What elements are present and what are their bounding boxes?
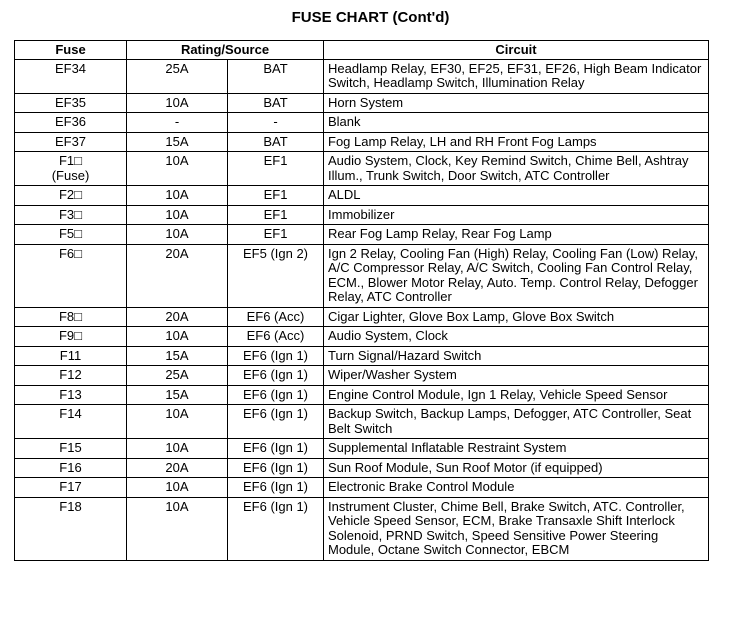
circuit-cell: Audio System, Clock: [324, 327, 709, 347]
table-row: [15, 478, 709, 498]
circuit-cell: Instrument Cluster, Chime Bell, Brake Switch, ATC. Controller, Vehicle Speed Sensor, ECM, Brake Transaxle Shift Interlock Solenoid, PRND Switch, Speed Sensitive Power Steering Module, Octane Switch Connector, EBCM: [324, 497, 709, 560]
source-cell: BAT: [228, 132, 324, 152]
fuse-cell: [15, 132, 127, 152]
fuse-cell: [15, 327, 127, 347]
source-cell: EF6 (Acc): [228, 307, 324, 327]
fuse-id: F3□: [58, 206, 83, 222]
table-header-row: [15, 41, 709, 60]
fuse-cell: [15, 59, 127, 93]
fuse-id: F12: [59, 367, 82, 382]
fuse-chart-table: [14, 40, 709, 561]
table-row: [15, 205, 709, 225]
table-row: [15, 59, 709, 93]
fuse-cell: [15, 186, 127, 206]
source-cell: BAT: [228, 59, 324, 93]
fuse-id: F6□: [58, 245, 83, 261]
source-cell: EF5 (Ign 2): [228, 244, 324, 307]
rating-cell: 20A: [127, 458, 228, 478]
rating-cell: 25A: [127, 366, 228, 386]
rating-cell: 15A: [127, 385, 228, 405]
circuit-cell: Immobilizer: [324, 205, 709, 225]
table-row: [15, 152, 709, 186]
rating-cell: 10A: [127, 497, 228, 560]
fuse-cell: [15, 405, 127, 439]
fuse-id: EF36: [54, 114, 87, 129]
fuse-id: EF37: [54, 133, 87, 149]
rating-cell: 20A: [127, 244, 228, 307]
fuse-cell: [15, 244, 127, 307]
fuse-cell: [15, 225, 127, 245]
rating-cell: 10A: [127, 225, 228, 245]
source-cell: EF6 (Acc): [228, 327, 324, 347]
circuit-cell: Horn System: [324, 93, 709, 113]
rating-cell: 10A: [127, 205, 228, 225]
column-header-circuit: Circuit: [324, 41, 709, 60]
fuse-cell: [15, 366, 127, 386]
table-row: [15, 385, 709, 405]
fuse-id: F11: [59, 347, 82, 363]
source-cell: BAT: [228, 93, 324, 113]
column-header-fuse: Fuse: [15, 41, 127, 60]
source-cell: EF6 (Ign 1): [228, 385, 324, 405]
fuse-id: F14: [59, 406, 82, 421]
circuit-cell: Supplemental Inflatable Restraint System: [324, 439, 709, 459]
fuse-cell: [15, 497, 127, 560]
fuse-id: F13: [59, 386, 82, 402]
fuse-id: F16: [59, 459, 82, 475]
rating-cell: 10A: [127, 152, 228, 186]
fuse-cell: [15, 439, 127, 459]
circuit-cell: Engine Control Module, Ign 1 Relay, Vehicle Speed Sensor: [324, 385, 709, 405]
fuse-cell: [15, 93, 127, 113]
rating-cell: 20A: [127, 307, 228, 327]
fuse-id: F9□: [58, 328, 83, 343]
circuit-cell: Wiper/Washer System: [324, 366, 709, 386]
rating-cell: 10A: [127, 93, 228, 113]
column-header-rating-source: Rating/Source: [127, 41, 324, 60]
fuse-id: F1□: [58, 153, 83, 168]
fuse-cell: [15, 205, 127, 225]
rating-cell: -: [127, 113, 228, 133]
table-row: [15, 307, 709, 327]
page-title: FUSE CHART (Cont'd): [291, 9, 450, 26]
fuse-cell: [15, 307, 127, 327]
rating-cell: 10A: [127, 478, 228, 498]
circuit-cell: Backup Switch, Backup Lamps, Defogger, ATC Controller, Seat Belt Switch: [324, 405, 709, 439]
table-row: [15, 439, 709, 459]
fuse-cell: [15, 113, 127, 133]
source-cell: EF6 (Ign 1): [228, 458, 324, 478]
source-cell: EF1: [228, 225, 324, 245]
table-row: [15, 366, 709, 386]
fuse-cell: [15, 346, 127, 366]
table-row: [15, 497, 709, 560]
source-cell: EF1: [228, 152, 324, 186]
table-row: [15, 327, 709, 347]
circuit-cell: Electronic Brake Control Module: [324, 478, 709, 498]
circuit-cell: Blank: [324, 113, 709, 133]
circuit-cell: Cigar Lighter, Glove Box Lamp, Glove Box Switch: [324, 307, 709, 327]
fuse-id: F5□: [58, 226, 83, 241]
source-cell: EF1: [228, 205, 324, 225]
fuse-id: EF35: [54, 94, 87, 110]
rating-cell: 10A: [127, 439, 228, 459]
source-cell: EF1: [228, 186, 324, 206]
fuse-sub-label: (Fuse): [51, 167, 90, 183]
fuse-id: F15: [59, 440, 82, 455]
table-row: [15, 186, 709, 206]
table-row: [15, 132, 709, 152]
table-row: [15, 458, 709, 478]
fuse-id: F2□: [58, 187, 83, 202]
source-cell: EF6 (Ign 1): [228, 346, 324, 366]
table-row: [15, 113, 709, 133]
fuse-id: F18: [59, 498, 82, 514]
circuit-cell: Turn Signal/Hazard Switch: [324, 346, 709, 366]
fuse-id: F17: [59, 479, 82, 494]
table-row: [15, 244, 709, 307]
table-row: [15, 405, 709, 439]
source-cell: EF6 (Ign 1): [228, 366, 324, 386]
rating-cell: 10A: [127, 186, 228, 206]
circuit-cell: Audio System, Clock, Key Remind Switch, Chime Bell, Ashtray Illum., Trunk Switch, Door Switch, ATC Controller: [324, 152, 709, 186]
source-cell: EF6 (Ign 1): [228, 478, 324, 498]
table-row: [15, 225, 709, 245]
rating-cell: 10A: [127, 405, 228, 439]
rating-cell: 15A: [127, 346, 228, 366]
source-cell: EF6 (Ign 1): [228, 497, 324, 560]
fuse-cell: [15, 478, 127, 498]
source-cell: EF6 (Ign 1): [228, 439, 324, 459]
fuse-cell: [15, 385, 127, 405]
table-row: [15, 93, 709, 113]
circuit-cell: ALDL: [324, 186, 709, 206]
rating-cell: 10A: [127, 327, 228, 347]
circuit-cell: Sun Roof Module, Sun Roof Motor (if equipped): [324, 458, 709, 478]
rating-cell: 15A: [127, 132, 228, 152]
source-cell: -: [228, 113, 324, 133]
table-row: [15, 346, 709, 366]
circuit-cell: Rear Fog Lamp Relay, Rear Fog Lamp: [324, 225, 709, 245]
circuit-cell: Ign 2 Relay, Cooling Fan (High) Relay, Cooling Fan (Low) Relay, A/C Compressor Relay, A/C Switch, Cooling Fan Control Relay, ECM., Blower Motor Relay, Auto. Temp. Control Relay, Defogger Relay, ATC Controller: [324, 244, 709, 307]
circuit-cell: Headlamp Relay, EF30, EF25, EF31, EF26, High Beam Indicator Switch, Headlamp Switch, Illumination Relay: [324, 59, 709, 93]
source-cell: EF6 (Ign 1): [228, 405, 324, 439]
circuit-cell: Fog Lamp Relay, LH and RH Front Fog Lamps: [324, 132, 709, 152]
fuse-cell: [15, 458, 127, 478]
rating-cell: 25A: [127, 59, 228, 93]
fuse-id: F8□: [58, 308, 83, 324]
fuse-cell: [15, 152, 127, 186]
table-body: [15, 59, 709, 560]
fuse-id: EF34: [54, 60, 87, 76]
